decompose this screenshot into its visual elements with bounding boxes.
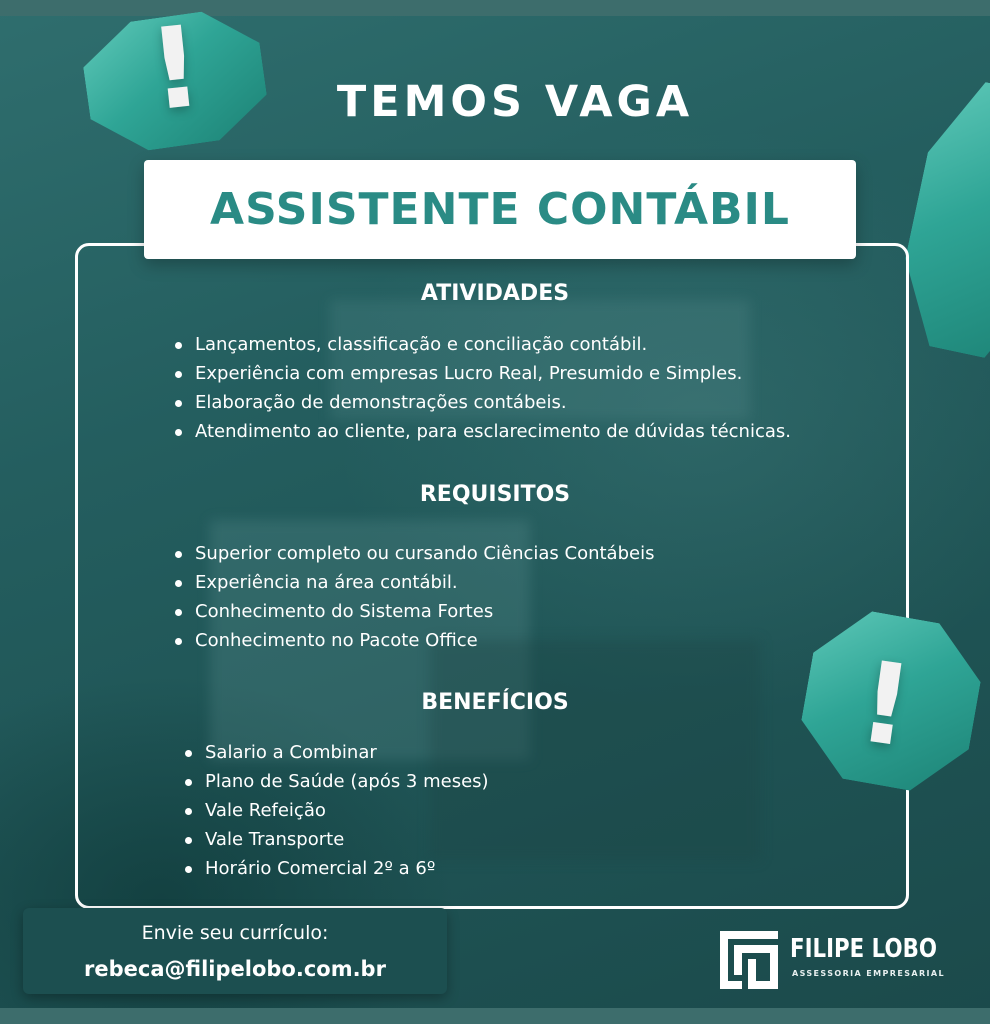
bottom-border <box>0 1008 990 1024</box>
section-heading-atividades: ATIVIDADES <box>420 281 570 306</box>
section-heading-beneficios: BENEFÍCIOS <box>421 690 569 715</box>
list-item: Elaboração de demonstrações contábeis. <box>171 388 871 417</box>
brand <box>718 929 958 993</box>
list-item: Horário Comercial 2º a 6º <box>181 854 701 883</box>
list-item: Lançamentos, classificação e conciliação contábil. <box>171 330 871 359</box>
beneficios-list <box>181 738 701 883</box>
list-item: Vale Transporte <box>181 825 701 854</box>
headline: TEMOS VAGA <box>336 77 694 127</box>
job-title: ASSISTENTE CONTÁBIL <box>210 184 790 235</box>
contact-label: Envie seu currículo: <box>141 922 329 944</box>
list-item: Vale Refeição <box>181 796 701 825</box>
brand-name: FILIPE LOBO <box>790 934 937 964</box>
list-item: Atendimento ao cliente, para esclarecimento de dúvidas técnicas. <box>171 417 871 446</box>
list-item: Salario a Combinar <box>181 738 701 767</box>
exclamation-icon: ! <box>851 637 920 773</box>
list-item: Experiência na área contábil. <box>171 568 811 597</box>
job-title-box <box>144 160 856 259</box>
brand-tagline: ASSESSORIA EMPRESARIAL <box>792 969 945 978</box>
section-heading-requisitos: REQUISITOS <box>419 482 571 507</box>
filipe-lobo-logo-icon <box>718 929 780 991</box>
list-item: Conhecimento no Pacote Office <box>171 626 811 655</box>
contact-email[interactable]: rebeca@filipelobo.com.br <box>84 957 386 981</box>
list-item: Experiência com empresas Lucro Real, Presumido e Simples. <box>171 359 871 388</box>
contact-box <box>23 908 447 994</box>
atividades-list <box>171 330 871 446</box>
requisitos-list <box>171 539 811 655</box>
list-item: Plano de Saúde (após 3 meses) <box>181 767 701 796</box>
list-item: Superior completo ou cursando Ciências Contábeis <box>171 539 811 568</box>
exclamation-icon: ! <box>143 1 208 137</box>
list-item: Conhecimento do Sistema Fortes <box>171 597 811 626</box>
